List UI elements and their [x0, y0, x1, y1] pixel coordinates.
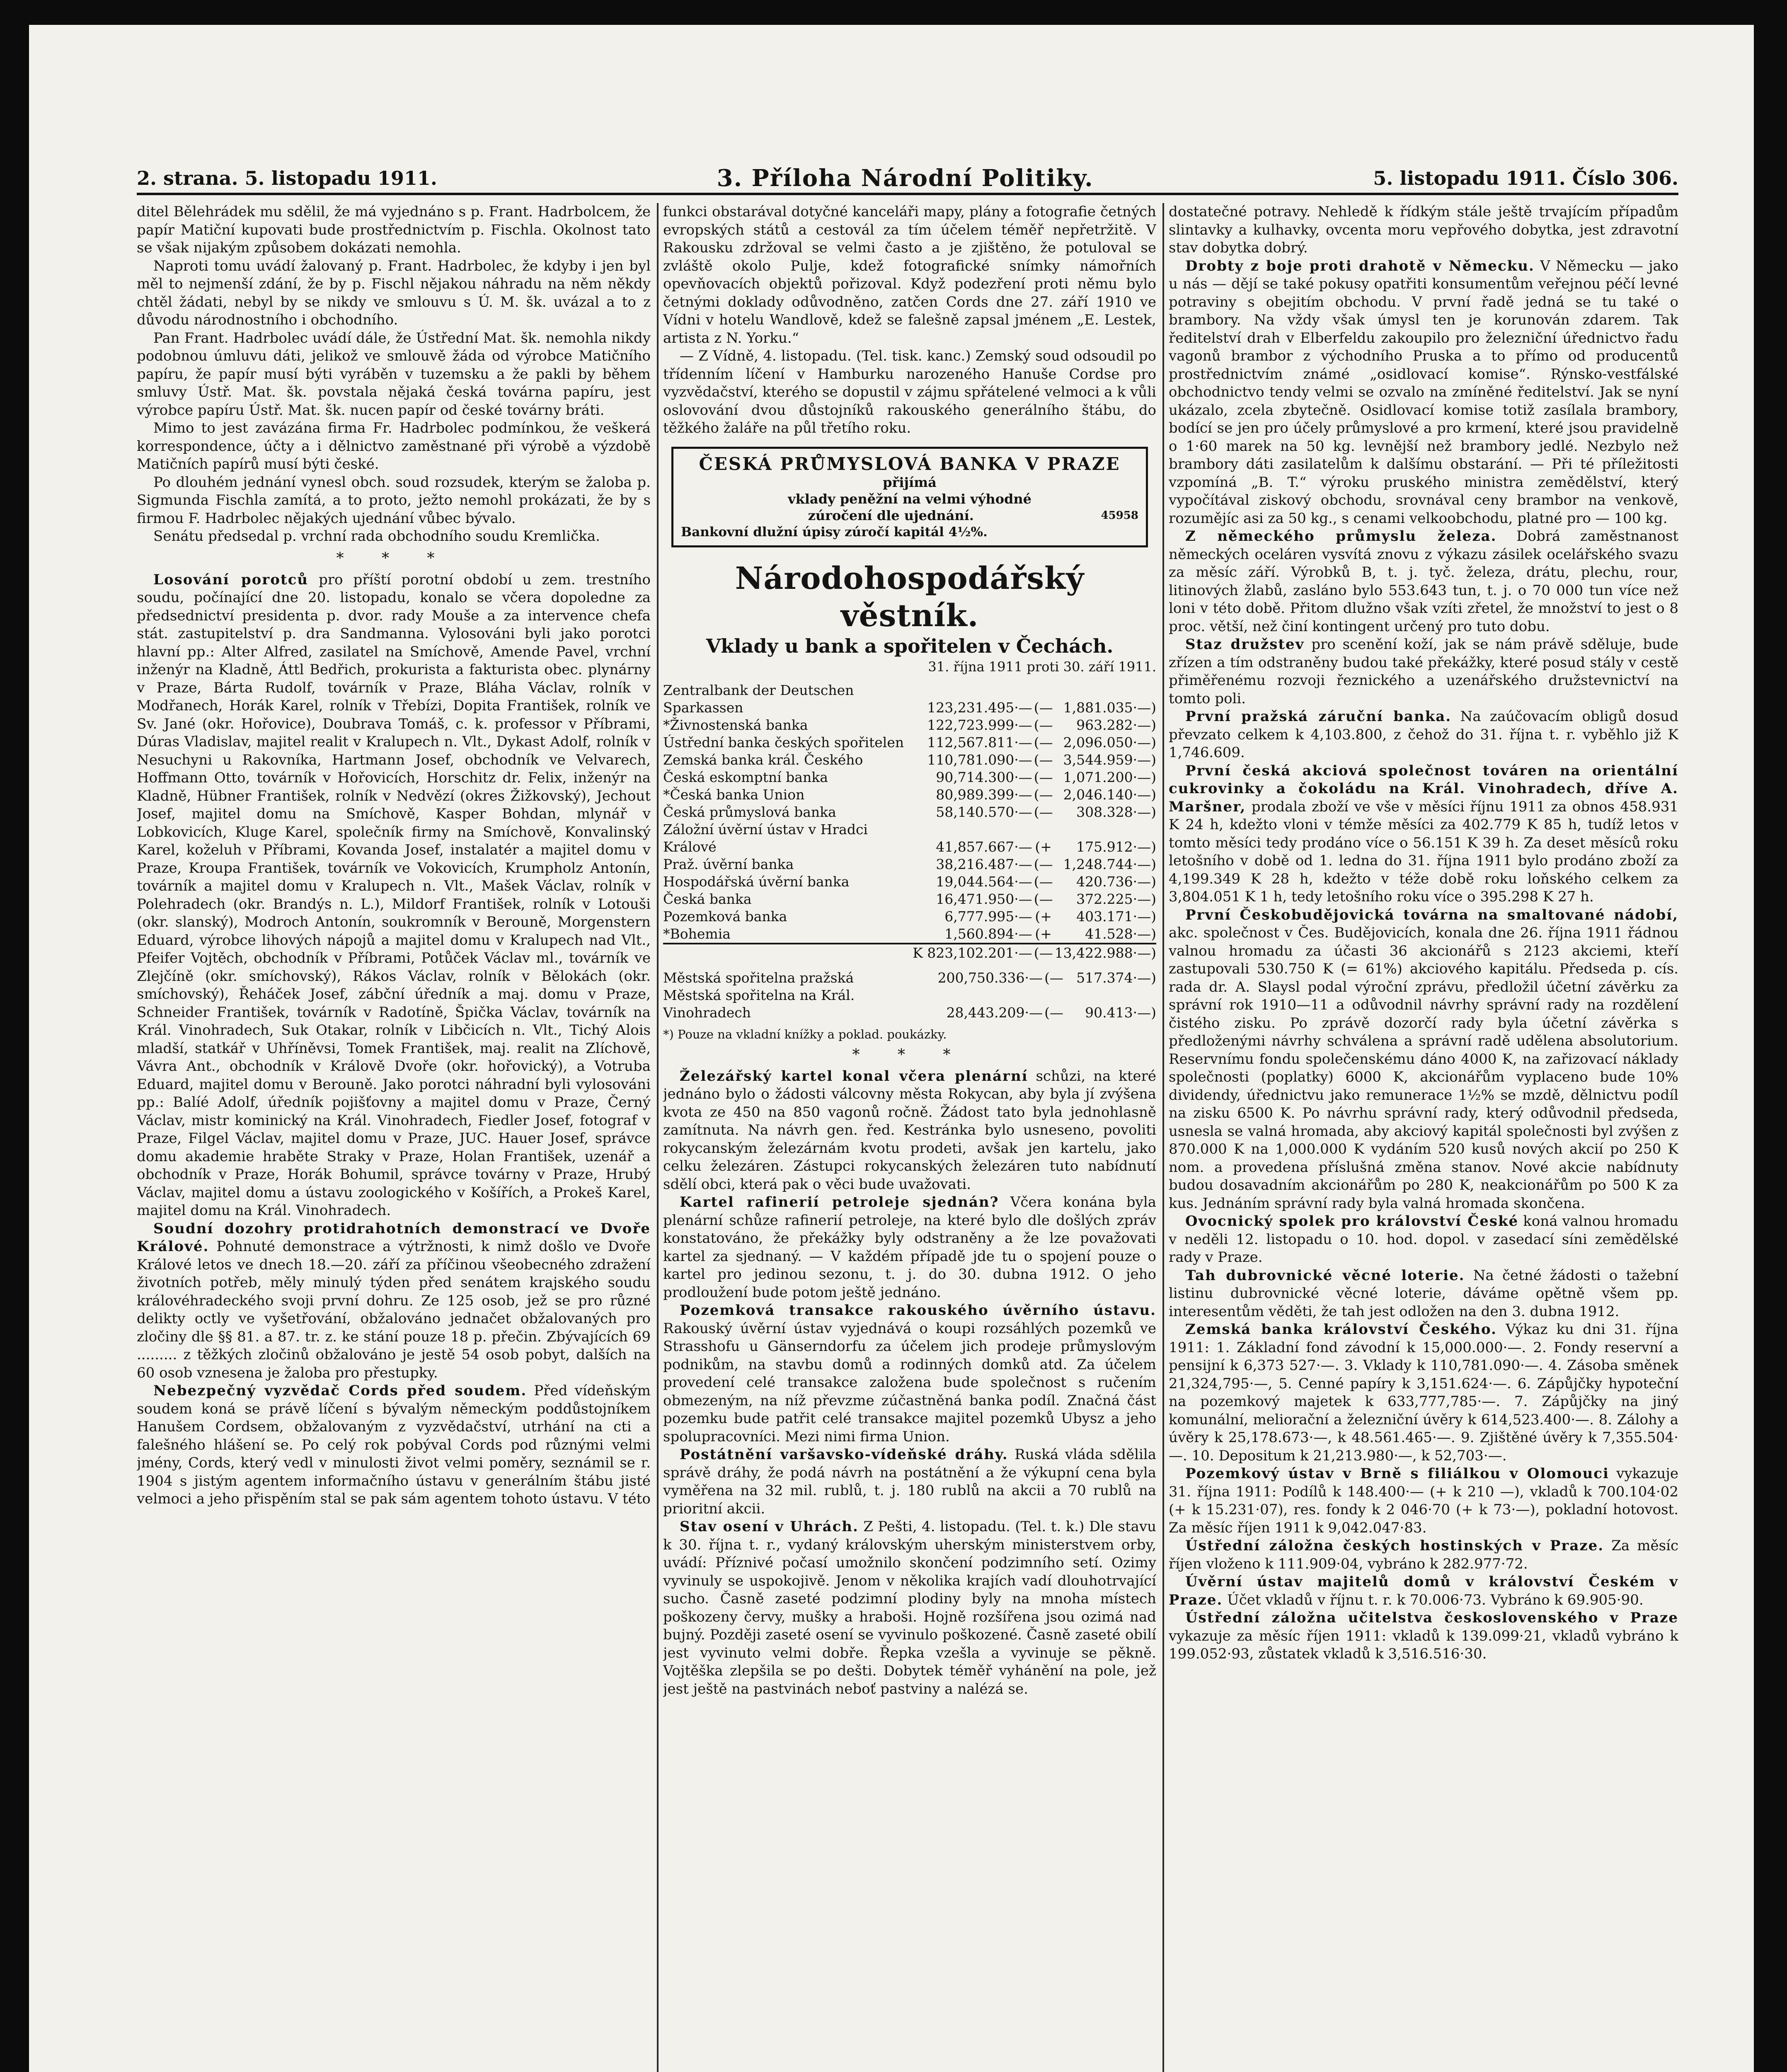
news-item-headline: První pražská záruční banka. [1185, 708, 1452, 725]
header-right: 5. listopadu 1911. Číslo 306. [1373, 167, 1678, 189]
news-item-text: Z Pešti, 4. listopadu. (Tel. t. k.) Dle stavu k 30. října t. r., vydaný královským uherským ministerstvem orby, uvádí: Příznivé počasí umožnilo skončení podzimního setí. Ozimy vyvinuly se uspokojivě. Jenom v několika krajích vadí dlouhotrvající sucho. Časně zaseté podzimní plodiny byly na mnoha místech poškozeny červy, mušky a hraboši. Hojně rozšířena jsou ozimá nad bujný. Později zaseté osení se vyvinulo poškozené. Časně zaseté obilí jest vyvinuto velmi dobře. Řepka vzešla a vyvinuje se pěkně. Vojtěška zlepšila se po dešti. Dobytek téměř vyhánění na pole, jež jest ještě na pastvinách neboť pastviny a nalézá se. [663, 1518, 1156, 1697]
deposit-value: 80,989.399·— [936, 786, 1032, 803]
deposit-value: 16,471.950·— [936, 891, 1032, 907]
deposit-value: 19,044.564·— [936, 873, 1032, 890]
news-item-headline: Ústřední záložna učitelstva československého v Praze [1185, 1610, 1678, 1626]
bank-name: Praž. úvěrní banka [663, 856, 794, 872]
bank-name: Česká eskomptní banka [663, 769, 828, 785]
bank-advertisement [671, 447, 1148, 547]
bank-name: Ústřední banka českých spořitelen [663, 734, 904, 750]
change-value: 175.912·—) [1076, 838, 1156, 855]
news-item [1169, 1573, 1678, 1609]
news-item-text: Dobrá zaměstnanost německých oceláren vysvítá znovu z výkazu zásilek ocelářského svazu za měsíc září. Výrobků B, t. j. tyč. železa, drátu, plechu, rour, litinových žlabů, zasláno bylo 553.643 tun, t. j. o 70 000 tun více než loni v této době. Přitom dlužno však vzíti zřetel, že množství to jest o 8 proc. větší, než činí kontingent určený pro tuto dobu. [1169, 528, 1678, 635]
change-sign: (— [1044, 1004, 1063, 1021]
news-item [137, 571, 651, 1220]
change-value: 3,544.959·—) [1063, 751, 1156, 768]
deposit-value: 28,443.209·— [946, 1004, 1043, 1021]
total-label-cell [663, 944, 913, 962]
change-value: 308.328·—) [1076, 804, 1156, 820]
news-item-headline: Losování porotců [153, 571, 309, 588]
deposits-table [663, 682, 1156, 962]
bank-row [663, 821, 1156, 856]
news-item [1169, 1213, 1678, 1267]
news-item-headline: Pozemkový ústav v Brně s filiálkou v Olomouci [1185, 1465, 1609, 1482]
section-divider-stars: * * * [336, 549, 451, 567]
bank-name: *Živnostenská banka [663, 716, 808, 733]
ad-line [681, 507, 1138, 524]
change-sign: (— [1034, 804, 1053, 820]
total-sign: (— [1032, 944, 1055, 962]
change-value: 1,248.744·—) [1063, 856, 1156, 872]
change-sign: (— [1034, 699, 1053, 716]
bank-name: Zemská banka král. Českého [663, 751, 863, 768]
news-item [1169, 1321, 1678, 1465]
column-1 [137, 203, 651, 2072]
article-paragraph: Senátu předsedal p. vrchní rada obchodního soudu Kremlička. [153, 528, 600, 545]
news-item-headline: Úvěrní ústav majitelů domů v království Českém v Praze. [1169, 1573, 1678, 1608]
news-item-text: V Německu — jako u nás — dějí se také pokusy opatřiti konsumentům veřejnou péčí levné potraviny s obejitím obchodu. V první řadě jedná se tu také o brambory. Na vždy však úmysl ten je korunován zdarem. Tak ředitelství drah v Elberfeldu zakoupilo pro železniční úřednictvo řadu vagonů brambor z východního Pruska a to přímo od producentů prostřednictvím známé „osidlovací komise“. Rýnsko-vestfálské obchodnictvo tendy velmi se ozvalo na zmíněné ředitelství. Jak se nyní ukázalo, zcela zbytečně. Osidlovací komise totiž zasílala brambory, bodící se jen pro účely průmyslové a pro krmení, které jsou pravidelně o 1·60 marek na 50 kg. levnější než brambory jedlé. Nezbylo než brambory dáti zasilatelům k dalšímu obstarání. — Při té příležitosti vzpomíná „B. T.“ výroku pruského ministra zemědělství, který vypočítával ziskový obchodu, srovnával ceny brambor na venkově, rozumějíc asi za 50 kg., s cenami velkoobchodu, platné pro — 100 kg. [1169, 257, 1678, 527]
news-item [663, 1302, 1156, 1446]
news-item [663, 1518, 1156, 1698]
article-paragraph: Po dlouhém jednání vynesl obch. soud rozsudek, kterým se žaloba p. Sigmunda Fischla zamítá, a to proto, ježto nemohl prokázati, že by s firmou F. Hadrbolec nějakých ujednání vůbec bývalo. [137, 474, 651, 527]
savings-table-body [663, 969, 1156, 1021]
bank-name: Hospodářská úvěrní banka [663, 873, 850, 890]
bank-row [663, 873, 1156, 891]
bank-row [663, 769, 1156, 786]
bank-name: Městská spořitelna na Král. Vinohradech [663, 987, 855, 1021]
news-item-headline: První Českobudějovická továrna na smaltované nádobí, [1185, 906, 1678, 923]
change-value: 963.282·—) [1076, 716, 1156, 733]
article-paragraph: dostatečné potravy. Nehledě k řídkým stále ještě trvajícím případům slintavky a kulhavky, ovcenta moru vepřového dobytka, jest zdravotní stav dobytka dobrý. [1169, 203, 1678, 256]
news-item [1169, 1537, 1678, 1573]
news-item-headline: Kartel rafinerií petroleje sjednán? [680, 1194, 999, 1210]
total-row [663, 944, 1156, 962]
bank-name: Městská spořitelna pražská [663, 969, 854, 986]
scan-border-right [1754, 0, 1787, 2072]
news-item-headline: Soudní dozohry protidrahotních demonstrací ve Dvoře Králové. [137, 1220, 651, 1255]
news-item [1169, 906, 1678, 1213]
news-item-text: Ruská vláda sdělila správě dráhy, že podá návrh na postátnění a že výkupní cena byla vyměřena na 32 mil. rublů, t. j. 180 rublů na akcii a 70 rublů na prioritní akcii. [663, 1446, 1156, 1517]
ad-number: 45958 [1101, 509, 1138, 522]
bank-name: *Česká banka Union [663, 786, 805, 803]
bank-row [663, 751, 1156, 769]
news-item [1169, 636, 1678, 708]
header-left: 2. strana. 5. listopadu 1911. [137, 167, 437, 189]
deposit-value: 41,857.667·— [936, 838, 1032, 855]
bank-row [663, 925, 1156, 944]
news-item [663, 1193, 1156, 1302]
deposit-value: 58,140.570·— [936, 804, 1032, 820]
section-divider-stars: * * * [852, 1046, 967, 1063]
deposit-value: 1,560.894·— [944, 925, 1032, 942]
table-date: 31. října 1911 proti 30. září 1911. [928, 658, 1156, 675]
change-sign: (— [1034, 856, 1053, 872]
news-item [1169, 1465, 1678, 1537]
change-sign: (— [1034, 786, 1053, 803]
news-item-headline: První česká akciová společnost továren na orientální cukrovinky a čokoládu na Král. Vinohradech, dříve A. Maršner, [1169, 762, 1678, 815]
bank-row [663, 716, 1156, 734]
news-item-headline: Nebezpečný vyzvědač Cords před soudem. [153, 1382, 527, 1399]
news-item [137, 1382, 651, 1508]
change-value: 1,071.200·—) [1063, 769, 1156, 785]
change-value: 517.374·—) [1076, 969, 1156, 986]
news-item-text: Včera konána byla plenární schůze rafinerií petroleje, na které bylo dle došlých zpráv konstatováno, že překážky byly odstraněny a že lze považovati kartel za sjednaný. — V každém případě jde tu o spojení pouze o kartel pro jedinou sezonu, t. j. do 30. dubna 1912. O jeho prodloužení bude potom ještě jednáno. [663, 1194, 1156, 1301]
article-paragraph: Mimo to jest zavázána firma Fr. Hadrbolec podmínkou, že veškerá korrespondence, účty a i dělnictvo zaměstnané při výrobě a výzdobě Matičních papírů musí býti české. [137, 420, 651, 472]
news-item-text: Výkaz ku dni 31. října 1911: 1. Základní fond závodní k 15,000.000·—. 2. Fondy reservní a pensijní k 6,373 527·—. 3. Vklady k 110,781.090·—. 4. Zásoba směnek 21,324,795·—, 5. Cenné papíry k 3,151.624·—. 6. Zápůjčky hypoteční na pozemkový majetek k 633,777,785·—. 7. Zápůjčky na jiný komunální, meliorační a železniční úvěry k 614,523.400·—. 8. Zálohy a úvěry k 25,178.673·—, k 48.561.465·—. 9. Zjištěné úvěry k 7,355.504·—. 10. Depositum k 21,213.980·—, k 52,703·—. [1169, 1321, 1678, 1464]
news-item-text: pro příští porotní období u zem. trestního soudu, počínající dne 20. listopadu, konalo se včera dopoledne za předsednictví presidenta p. dvor. rady Mouše a za intervence chefa stát. zastupitelství p. dra Sandmanna. Vylosováni byli jako porotci hlavní pp.: Alter Alfred, zasilatel na Smíchově, Amende Pavel, vrchní inženýr na Kladně, Áttl Bedřich, prokurista a fakturista obec. plynárny v Praze, Bárta Rudolf, továrník v Praze, Bláha Václav, rolník v Modřanech, Horák Karel, rolník v Třebízi, Dopita František, rolník ve Sv. Jané (okr. Hořovice), Doubrava Tomáš, c. k. professor v Příbrami, Dúras Vladislav, majitel realit v Kralupech n. Vlt., Dykast Adolf, rolník v Nesuchyni u Rakovníka, Hartmann Josef, obchodník ve Velvarech, Hoffmann Otto, továrník v Hořovicích, Horschitz dr. Felix, inženýr na Kladně, Hübner František, rolník v Nedvězí (okres Žižkovský), Jechout Josef, majitel domu na Smíchově, Kasper Bohdan, mlynář v Lobkovicích, Kluge Karel, společník firmy na Smíchově, Konvalinský Karel, koželuh v Příbrami, Kovanda Josef, instalatér a majitel domu v Praze, Kroupa František, továrník ve Vokovicích, Krumpholz Antonín, továrník a majitel domu v Kralupech n. Vlt., Mašek Václav, rolník v Polehradech (okr. Brandýs n. L.), Mildorf František, rolník v Lotouši (okr. slanský), Modroch Antonín, soukromník v Berouně, Morgenstern Eduard, výrobce lihových nápojů a majitel domu v Kralupech nad Vlt., Pfeifer Vojtěch, obchodník v Příbrami, Potůček Václav ml., továrník ve Zlejčíně (okr. smíchovský), Rákos Václav, rolník v Bělokách (okr. smíchovský), Řeháček Josef, zábční úředník a maj. domu v Praze, Schneider František, továrník v Radotíně, Špička Václav, továrník na Král. Vinohradech, Suk Otakar, rolník v Libčicích n. Vlt., Tichý Alois mladší, statkář v Uhříněvsi, Tomek František, maj. realit na Zlíchově, Vávra Ant., obchodník v Králově Dvoře (okr. hořovický), a Votruba Eduard, majitel domu v Berouně. Jako porotci náhradní byli vylosováni pp.: Balíé Adolf, úředník pojišťovny a majitel domu v Praze, Černý Václav, mistr kominický na Král. Vinohradech, Fiedler Josef, fotograf v Praze, Filgel Václav, majitel domu v Praze, JUC. Hauer Josef, správce domu akademie hraběte Straky v Praze, Holan František, uzenář a obchodník v Praze, Horák Bohumil, správce továrny v Praze, Hrubý Václav, majitel domu a ústavu zoologického v Košířích, a Prokeš Karel, majitel domu na Král. Vinohradech. [137, 571, 651, 1219]
article-paragraph: ditel Bělehrádek mu sdělil, že má vyjednáno s p. Frant. Hadrbolcem, že papír Matiční kupovati bude prostřednictvím p. Fischla. Okolnost tato se však nijakým způsobem dokázati nemohla. [137, 203, 651, 256]
news-item [663, 1067, 1156, 1194]
news-item [1169, 528, 1678, 636]
news-item-headline: Tah dubrovnické věcné loterie. [1185, 1267, 1465, 1284]
deposits-table-body [663, 682, 1156, 962]
savings-table [663, 969, 1156, 1021]
news-item-text: pro scenění koží, jak se nám právě sděluje, bude zřízen a tím odstraněny budou také překážky, které posud stály v cestě přiměřenému rozvoji řeznického a uzenářského družstevnictví na tomto poli. [1169, 636, 1678, 707]
article-paragraph: funkci obstarával dotyčné kanceláři mapy, plány a fotografie četných evropských států a cestovál za tím účelem téměř nepřetržitě. V Rakousku zdržoval se velmi často a je zjištěno, že potuloval se zvláště okolo Pulje, kdež fotografické snímky námořních opevňovacích objektů pořizoval. Když podezření proti němu bylo četnými doklady odůvodněno, zatčen Cords dne 27. září 1910 ve Vídni v hotelu Wandlově, kdež se falešně zapsal jménem „E. Lestek, artista z N. Yorku.“ [663, 203, 1156, 346]
column-3 [1169, 203, 1678, 2072]
ad-line-text: zúročení dle ujednání. [808, 507, 974, 523]
news-item-text: prodala zboží ve vše v měsíci říjnu 1911 za obnos 458.931 K 24 h, kdežto vloni v témže měsíci za 402.779 K 85 h, tudíž letos v tomto měsíci tedy prodáno více o 56.151 K 39 h. Za deset měsíců roku letošního v době od 1. ledna do 31. října 1911 bylo prodáno zboží za 4,199.349 K 28 h, kdežto v téže době roku loňského celkem za 3,804.051 K 1 h, tedy letošního roku více o 395.298 K 27 h. [1169, 798, 1678, 905]
bank-row [663, 682, 1156, 716]
table-footnote: *) Pouze na vkladní knížky a poklad. poukázky. [663, 1027, 947, 1041]
change-sign: (— [1034, 716, 1053, 733]
news-item-headline: Drobty z boje proti drahotě v Německu. [1185, 257, 1535, 274]
news-item-headline: Pozemková transakce rakouského úvěrního ústavu. [680, 1302, 1156, 1319]
bank-row [663, 786, 1156, 804]
section-subtitle: Vklady u bank a spořitelen v Čechách. [706, 634, 1114, 657]
change-sign: (+ [1035, 838, 1052, 855]
deposit-value: 38,216.487·— [936, 856, 1032, 872]
change-sign: (— [1034, 734, 1053, 750]
bank-row [663, 856, 1156, 873]
bank-row [663, 987, 1156, 1021]
news-item [1169, 1267, 1678, 1321]
section-title: Národohospodářský věstník. [735, 560, 1085, 634]
change-sign: (— [1034, 873, 1053, 890]
bank-name: Záložní úvěrní ústav v Hradci Králové [663, 821, 868, 855]
ad-title: ČESKÁ PRŮMYSLOVÁ BANKA V PRAZE [699, 453, 1121, 474]
change-sign: (+ [1035, 925, 1052, 942]
news-item [663, 1446, 1156, 1518]
deposit-value: 112,567.811·— [927, 734, 1032, 750]
news-item [1169, 1609, 1678, 1663]
bank-name: Pozemková banka [663, 908, 787, 925]
news-item-headline: Stav osení v Uhrách. [680, 1518, 859, 1535]
article-paragraph: — Z Vídně, 4. listopadu. (Tel. tisk. kanc.) Zemský soud odsoudil po třídenním líčení v Hamburku narozeného Hanuše Cordse pro vyzvědačství, kterého se dopustil v zájmu spřátelené velmoci a k vůli oslovování dvou důstojníků rakouského generálního štábu, do těžkého žaláře na půl třetího roku. [663, 348, 1156, 436]
change-sign: (— [1034, 751, 1053, 768]
deposit-value: 6,777.995·— [944, 908, 1032, 925]
news-item-headline: Ústřední záložna českých hostinských v Praze. [1185, 1537, 1604, 1554]
bank-row [663, 734, 1156, 751]
deposit-value: 200,750.336·— [937, 969, 1043, 986]
news-item-text: vykazuje 31. října 1911: Podílů k 148.400·— (+ k 210 —), vkladů k 700.104·02 (+ k 15.231·07), res. fondy k 2 046·70 (+ k 73·—), pokladní hotovost. Za měsíc říjen 1911 k 9,042.047·83. [1169, 1465, 1678, 1536]
bank-row [663, 804, 1156, 821]
news-item-text: Rakouský úvěrní ústav vyjednává o koupi rozsáhlých pozemků ve Strasshofu u Gänserndorfu za účelem jich prodeje průmyslovým podnikům, na stavbu domů a rodinných domků atd. Za účelem provedení celé transakce založena bude společnost s ručením obmezeným, na níž převzme zúčastněná banka podíl. Značná část pozemku bude patřit celé transakce majitel pozemků Ubysz a jeho spolupracovníci. Mezi nimi firma Union. [663, 1320, 1156, 1445]
news-item [1169, 708, 1678, 762]
news-item-headline: Postátnění varšavsko-vídeňské dráhy. [680, 1446, 1008, 1463]
total-change: 13,422.988·—) [1055, 944, 1156, 962]
change-sign: (+ [1035, 908, 1052, 925]
news-item [1169, 762, 1678, 906]
article-paragraph: Naproti tomu uvádí žalovaný p. Frant. Hadrbolec, že kdyby i jen byl měl to nejmenší zdání, že by p. Fischl nějakou náhradu na něm někdy chtěl žádati, nebyl by se nikdy ve smlouvu s Ú. M. šk. uvázal a to z důvodu národnostního i obchodního. [137, 257, 651, 328]
ad-line: přijímá [883, 474, 937, 490]
ad-line: vklady peněžní na velmi výhodné [787, 491, 1032, 507]
scan-border-top [0, 0, 1787, 25]
total-value: K 823,102.201·— [913, 944, 1032, 962]
change-sign: (— [1044, 969, 1063, 986]
change-value: 2,046.140·—) [1063, 786, 1156, 803]
news-item-headline: Zemská banka království Českého. [1185, 1321, 1497, 1338]
change-value: 403.171·—) [1076, 908, 1156, 925]
bank-name: Česká průmyslová banka [663, 804, 836, 820]
column-2 [663, 203, 1156, 2072]
article-paragraph: Pan Frant. Hadrbolec uvádí dále, že Ústřední Mat. šk. nemohla nikdy podobnou úmluvu dáti, jelikož ve smlouvě žáda od výrobce Matičního papíru, že papír musí býti vyráběn v tuzemsku a že pakli by během smluvy Ústř. Mat. šk. povstala nějaká česká továrna papíru, jest výrobce papíru Ústř. Mat. šk. nucen papír od české továrny bráti. [137, 329, 651, 419]
deposit-value: 110,781.090·— [927, 751, 1032, 768]
deposit-value: 123,231.495·— [927, 699, 1032, 716]
news-item-text: akc. společnost v Čes. Budějovicích, konala dne 26. října 1911 řádnou valnou hromadu za účasti 36 akcionářů s 2123 akciemi, kteří zastupovali 530.750 K (= 61%) akciového kapitálu. Předseda p. cís. rada dr. A. Slaysl podal výroční zprávu, předložil účetní závěrku za správní rok 1910—11 a odůvodnil návrhy správní rady na rozdělení čistého zisku. Po zprávě dozorčí rady byla účetní závěrka s předloženými návrhy schválena a správní radě udělena absolutorium. Reservnímu fondu společenskému dáno 4000 K, na zařizovací náklady společnosti (poplatky) 6000 K, akcionářům vyplaceno bude 10% dividendy, úřednictvu jako remunerace 1½% se mzdě, dělnictvu podíl na zisku 6500 K. Po návrhu správní rady, který odůvodnil předseda, usnesla se valná hromada, aby akciový kapitál společnosti byl zvýšen z 870.000 K na 1,000.000 K vydáním 520 kusů nových akcií po 250 K nom. a provedena příslušná změna stanov. Nové akcie nabídnuty budou dosavadním akcionářům po 280 K, neakcionářům po 500 K za kus. Jednáním správní rady byla valná hromada skončena. [1169, 925, 1678, 1212]
page-header [137, 164, 1678, 195]
change-value: 420.736·—) [1076, 873, 1156, 890]
news-item-text: Na zaúčovacím obligů dosud převzato celkem k 4,103.800, z čehož do 31. října t. r. vyběhlo již K 1,746.609. [1169, 708, 1678, 761]
change-sign: (— [1034, 769, 1053, 785]
change-value: 2,096.050·—) [1063, 734, 1156, 750]
news-item-text: schůzi, na které jednáno bylo o žádosti válcovny města Rokycan, aby byla jí zvýšena kvota ze 450 na 850 vagonů ročně. Žádost tato byla jednohlasně zamítnuta. Na návrh gen. řed. Kestránka bylo usneseno, povoliti rokycanským železárnám kvotu prodeti, avšak jen kartelu, jako celku železáren. Zástupci rokycanských železáren tuto nabídnutí sdělí obci, která pak o věci bude uvažovati. [663, 1067, 1156, 1193]
header-title: 3. Příloha Národní Politiky. [717, 165, 1094, 192]
change-value: 1,881.035·—) [1063, 699, 1156, 716]
scan-border-left [0, 0, 29, 2072]
news-item-text: Na četné žádosti o tažební listinu dubrovnické věcné loterie, dáváme opětně všem pp. interesentům věděti, že tah jest odložen na den 3. dubna 1912. [1169, 1267, 1678, 1320]
news-item-text: Účet vkladů v říjnu t. r. k 70.006·73. Vybráno k 69.905·90. [1227, 1591, 1644, 1608]
news-item-headline: Železářský kartel konal včera plenární [680, 1067, 1028, 1084]
news-item-headline: Ovocnický spolek pro království České [1185, 1213, 1519, 1230]
news-item [137, 1220, 651, 1382]
news-item-text: vykazuje za měsíc říjen 1911: vkladů k 139.099·21, vkladů vybráno k 199.052·93, zůstatek vkladů k 3,516.516·30. [1169, 1627, 1678, 1662]
news-item-text: koná valnou hromadu v neděli 12. listopadu o 10. hod. dopol. v zasedací síni zemědělské rady v Praze. [1169, 1213, 1678, 1266]
change-value: 41.528·—) [1085, 925, 1156, 942]
news-item-text: Před vídeňským soudem koná se právě líčení s bývalým německým poddůstojníkem Hanušem Cordsem, obžalovaným z vyzvědačství, utrhání na cti a falešného hlášení se. Po celý rok pobýval Cords pod různými velmi jmény, Cords, který vedl v minulosti život velmi poměry, seznámil se r. 1904 s jistým agentem informačního ústavu v generálním štábu jisté velmoci a jeho přispěním stal se pak sám agentem tohoto ústavu. V této [137, 1382, 651, 1507]
change-sign: (— [1034, 891, 1053, 907]
bank-name: *Bohemia [663, 925, 731, 942]
news-item [1169, 257, 1678, 528]
deposit-value: 122,723.999·— [927, 716, 1032, 733]
column-rule-1 [657, 203, 659, 2072]
news-item-headline: Staz družstev [1185, 636, 1305, 653]
change-value: 372.225·—) [1076, 891, 1156, 907]
bank-name: Česká banka [663, 891, 752, 907]
news-item-text: Pohnuté demonstrace a výtržnosti, k nimž došlo ve Dvoře Králové letos ve dnech 18.—20. září za příčinou všeobecného zdražení životních potřeb, měly minulý týden před senátem krajského soudu královéhradeckého svoji první dohru. Ze 125 osob, jež se pro různé delikty octly ve vyšetřování, obžalováno jednačet obžalovaných pro zločiny dle §§ 81. a 87. tr. z. ke stání pouze 18 p. přečin. Zbývajících 69 ......... z těžkých zločinů obžalováno je jestě 54 osob pobyt, dalších na 60 osob vznesena je žaloba pro přestupky. [137, 1238, 651, 1381]
change-value: 90.413·—) [1085, 1004, 1156, 1021]
news-item-headline: Z německého průmyslu železa. [1185, 528, 1497, 545]
bank-row [663, 969, 1156, 987]
bank-row [663, 908, 1156, 925]
bank-name: Zentralbank der Deutschen Sparkassen [663, 682, 854, 716]
news-item-text: Za měsíc říjen vloženo k 111.909·04, vybráno k 282.977·72. [1169, 1537, 1678, 1572]
deposit-value: 90,714.300·— [936, 769, 1032, 785]
column-rule-2 [1162, 203, 1164, 2072]
bank-row [663, 891, 1156, 908]
ad-bottom-line: Bankovní dlužní úpisy zúročí kapitál 4½%. [681, 524, 988, 540]
